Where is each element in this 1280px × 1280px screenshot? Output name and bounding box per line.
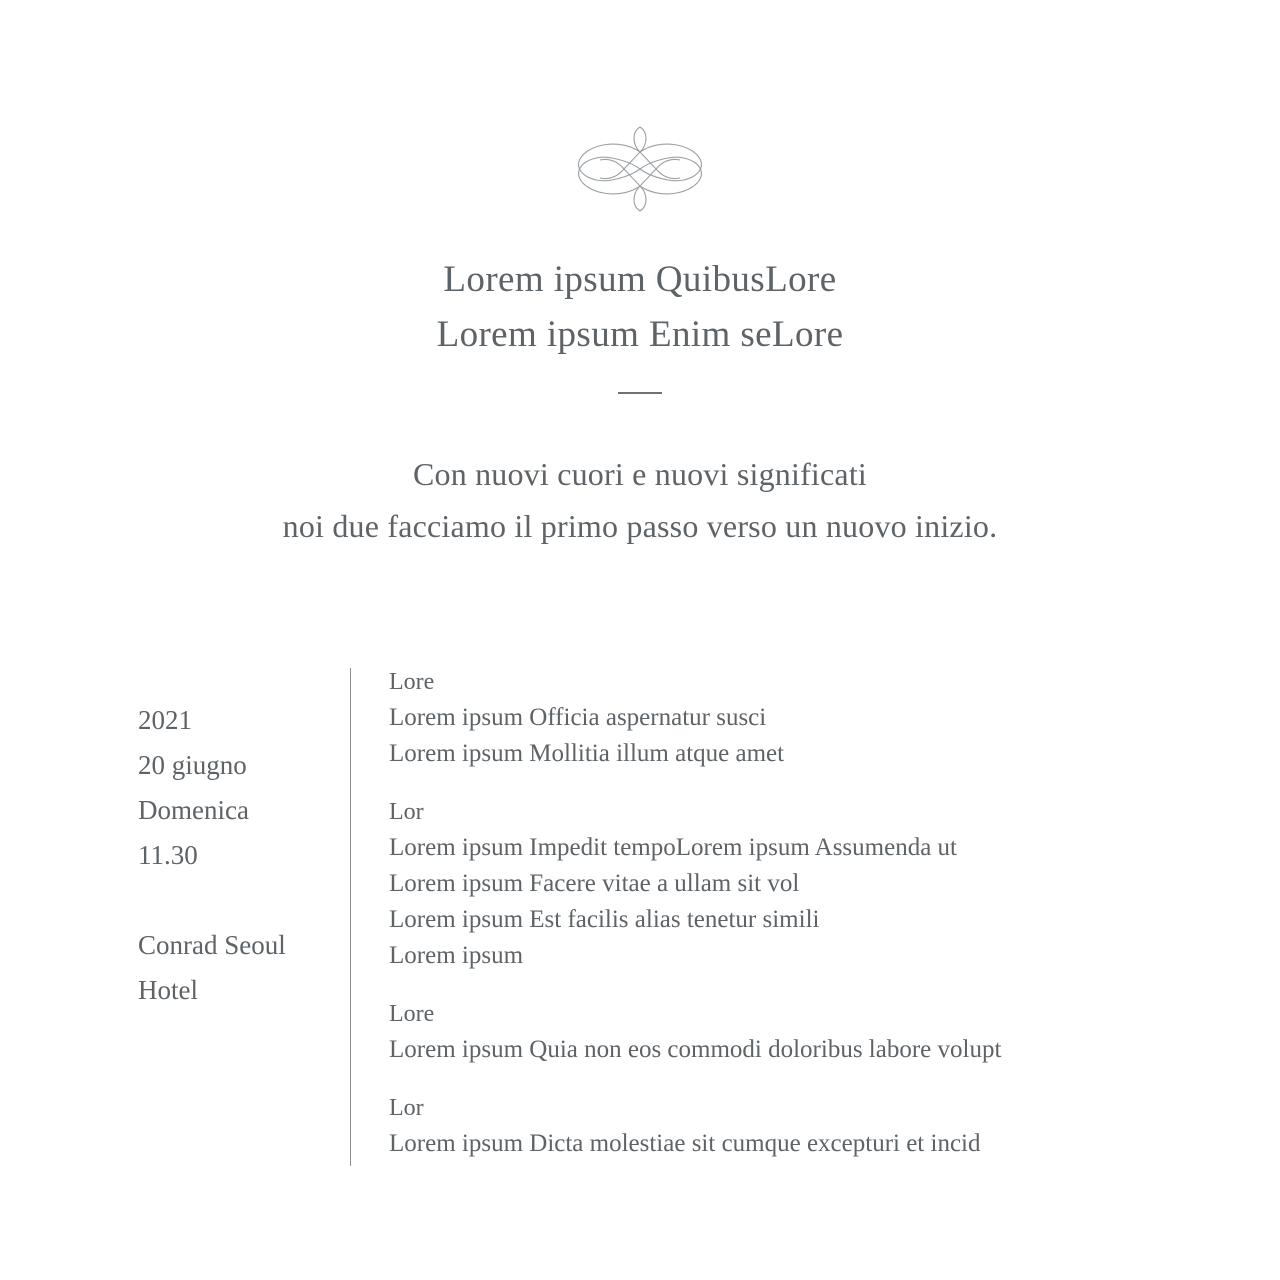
programme-group-heading: Lor — [389, 1095, 424, 1121]
programme-group-heading: Lor — [389, 799, 424, 825]
programme-item: Lorem ipsum Facere vitae a ullam sit vol — [389, 870, 800, 897]
programme-item: Lorem ipsum Dicta molestiae sit cumque excepturi et incid — [389, 1130, 981, 1157]
event-date: 20 giugno — [138, 750, 247, 780]
message-block — [0, 448, 1280, 552]
title-line-1: Lorem ipsum QuibusLore — [443, 259, 837, 300]
when-where-spacer — [138, 878, 338, 923]
programme-group — [389, 1090, 1209, 1162]
programme-item: Lorem ipsum Impedit tempoLorem ipsum Assumenda ut — [389, 834, 957, 861]
programme-group-heading: Lore — [389, 669, 435, 695]
programme-group — [389, 996, 1209, 1068]
programme-item: Lorem ipsum Mollitia illum atque amet — [389, 740, 785, 767]
event-time: 11.30 — [138, 840, 198, 870]
when-where-block — [138, 698, 338, 1013]
vertical-rule — [350, 668, 351, 1166]
decorative-flourish-icon — [570, 126, 710, 212]
programme-list — [389, 664, 1209, 1162]
event-weekday: Domenica — [138, 795, 249, 825]
programme-item: Lorem ipsum Quia non eos commodi doloribus labore volupt — [389, 1036, 1002, 1063]
message-line-1: Con nuovi cuori e nuovi significati — [412, 456, 868, 492]
programme-item: Lorem ipsum — [389, 942, 524, 969]
programme-group-heading: Lore — [389, 1001, 435, 1027]
dash-divider-container — [0, 392, 1280, 394]
venue-line-1: Conrad Seoul — [138, 930, 286, 960]
message-line-2: noi due facciamo il primo passo verso un nuovo inizio. — [282, 508, 998, 544]
programme-item: Lorem ipsum Est facilis alias tenetur simili — [389, 906, 820, 933]
ornament-container — [0, 126, 1280, 212]
venue-line-2: Hotel — [138, 975, 198, 1005]
programme-group — [389, 794, 1209, 974]
title-line-2: Lorem ipsum Enim seLore — [436, 314, 844, 355]
event-year: 2021 — [138, 705, 192, 735]
dash-divider — [618, 392, 662, 394]
programme-item: Lorem ipsum Officia aspernatur susci — [389, 704, 767, 731]
info-section — [0, 664, 1280, 1184]
title-block — [0, 252, 1280, 362]
programme-group — [389, 664, 1209, 772]
